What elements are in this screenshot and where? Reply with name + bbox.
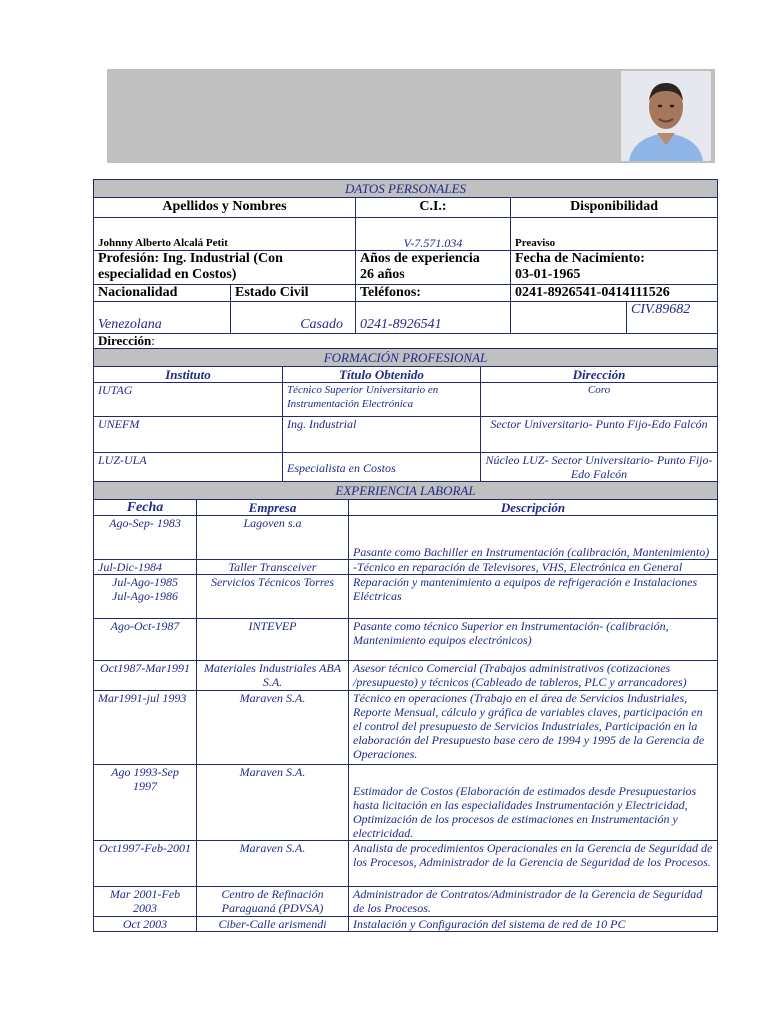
profile-photo [621, 71, 711, 161]
job-date: Oct 2003 [94, 917, 197, 932]
table-row [94, 417, 718, 453]
birth-date-label: Fecha de Nacimiento: [515, 251, 645, 266]
edu-address: Núcleo LUZ- Sector Universitario- Punto Fijo-Edo Falcón [481, 453, 718, 483]
edu-address: Coro [481, 383, 718, 417]
job-date: Jul-Dic-1984 [94, 560, 197, 575]
person-availability: Preaviso [511, 218, 718, 251]
job-description: Estimador de Costos (Elaboración de estimados desde Presupuestarios hasta licitación en las especialidades Instrumentación y Electricidad, Optimización de los procesos de estimaciones en Instrumentación y electricidad. [349, 765, 718, 841]
table-row [94, 619, 718, 661]
experience-years-value: 26 años [360, 267, 405, 282]
experience-table [93, 481, 718, 932]
table-row [94, 516, 718, 560]
header-civil-status: Estado Civil [231, 285, 356, 302]
table-row [94, 917, 718, 932]
section-title-education: FORMACIÓN PROFESIONAL [94, 349, 718, 367]
header-banner [107, 69, 715, 163]
table-row [94, 765, 718, 841]
institute: IUTAG [94, 383, 283, 417]
empty-cell [511, 302, 627, 334]
birth-date-value: 03-01-1965 [515, 267, 581, 282]
job-description: Administrador de Contratos/Administrador de la Gerencia de Seguridad de los Procesos. [349, 887, 718, 917]
job-company: Lagoven s.a [197, 516, 349, 560]
job-company: Materiales Industriales ABA S.A. [197, 661, 349, 691]
job-date: Ago-Oct-1987 [94, 619, 197, 661]
job-company: Maraven S.A. [197, 841, 349, 887]
job-description: -Técnico en reparación de Televisores, VHS, Electrónica en General [349, 560, 718, 575]
header-date: Fecha [94, 500, 197, 516]
header-phones: Teléfonos: [356, 285, 511, 302]
address-label: Dirección [98, 333, 152, 348]
job-company: Maraven S.A. [197, 765, 349, 841]
education-table [93, 348, 718, 483]
job-description: Pasante como Bachiller en Instrumentación (calibración, Mantenimiento) [349, 516, 718, 560]
table-row [94, 575, 718, 619]
job-company: INTEVEP [197, 619, 349, 661]
table-row [94, 560, 718, 575]
nationality-value: Venezolana [94, 302, 231, 334]
job-description: Reparación y mantenimiento a equipos de refrigeración e Instalaciones Eléctricas [349, 575, 718, 619]
job-company: Ciber-Calle arismendi [197, 917, 349, 932]
experience-years-cell [356, 251, 511, 285]
table-row [94, 841, 718, 887]
person-profession: Profesión: Ing. Industrial (Con especialidad en Costos) [94, 251, 356, 285]
header-description: Descripción [349, 500, 718, 516]
civ-number: CIV.89682 [627, 302, 718, 334]
job-company: Taller Transceiver [197, 560, 349, 575]
job-date: Oct1997-Feb-2001 [94, 841, 197, 887]
section-title-experience: EXPERIENCIA LABORAL [94, 482, 718, 500]
table-row [94, 661, 718, 691]
degree: Ing. Industrial [283, 417, 481, 453]
personal-data-table [93, 179, 718, 349]
table-row [94, 887, 718, 917]
job-description: Técnico en operaciones (Trabajo en el área de Servicios Industriales, Reporte Mensual, cálculo y gráfica de variables claves, participación en el control del presupuesto de Servicios Industriales, Participación en la elaboración del Presupuesto base cero de 1994 y 1995 de la Gerencia de Operaciones. [349, 691, 718, 765]
phone-value: 0241-8926541 [356, 302, 511, 334]
job-date: Ago 1993-Sep 1997 [94, 765, 197, 841]
job-description: Pasante como técnico Superior en Instrumentación- (calibración, Mantenimiento equipos electrónicos) [349, 619, 718, 661]
edu-address: Sector Universitario- Punto Fijo-Edo Falcón [481, 417, 718, 453]
job-company: Servicios Técnicos Torres [197, 575, 349, 619]
header-ci: C.I.: [356, 198, 511, 218]
birth-date-cell [511, 251, 718, 285]
job-description: Asesor técnico Comercial (Trabajos administrativos (cotizaciones /presupuesto) y técnicos (Cableado de tableros, PLC y arrancadores) [349, 661, 718, 691]
address-label-cell: Dirección: [94, 334, 718, 349]
header-company: Empresa [197, 500, 349, 516]
header-institute: Instituto [94, 367, 283, 383]
degree: Especialista en Costos [283, 453, 481, 483]
job-company: Maraven S.A. [197, 691, 349, 765]
table-row [94, 691, 718, 765]
table-row [94, 383, 718, 417]
table-row [94, 453, 718, 483]
job-date: Oct1987-Mar1991 [94, 661, 197, 691]
person-ci: V-7.571.034 [356, 218, 511, 251]
job-date: Ago-Sep- 1983 [94, 516, 197, 560]
header-name: Apellidos y Nombres [94, 198, 356, 218]
job-description: Instalación y Configuración del sistema de red de 10 PC [349, 917, 718, 932]
header-availability: Disponibilidad [511, 198, 718, 218]
header-nationality: Nacionalidad [94, 285, 231, 302]
header-edu-address: Dirección [481, 367, 718, 383]
header-degree: Título Obtenido [283, 367, 481, 383]
experience-years-label: Años de experiencia [360, 251, 480, 266]
section-title-personal: DATOS PERSONALES [94, 180, 718, 198]
job-company: Centro de Refinación Paraguaná (PDVSA) [197, 887, 349, 917]
person-name: Johnny Alberto Alcalá Petit [94, 218, 356, 251]
phones-list: 0241-8926541-0414111526 [511, 285, 718, 302]
institute: LUZ-ULA [94, 453, 283, 483]
institute: UNEFM [94, 417, 283, 453]
job-description: Analista de procedimientos Operacionales en la Gerencia de Seguridad de los Procesos, Administrador de la Gerencia de Seguridad de los Procesos. [349, 841, 718, 887]
civil-status-value: Casado [231, 302, 356, 334]
job-date: Jul-Ago-1985 Jul-Ago-1986 [94, 575, 197, 619]
job-date: Mar1991-jul 1993 [94, 691, 197, 765]
job-date: Mar 2001-Feb 2003 [94, 887, 197, 917]
degree: Técnico Superior Universitario en Instrumentación Electrónica [283, 383, 481, 417]
